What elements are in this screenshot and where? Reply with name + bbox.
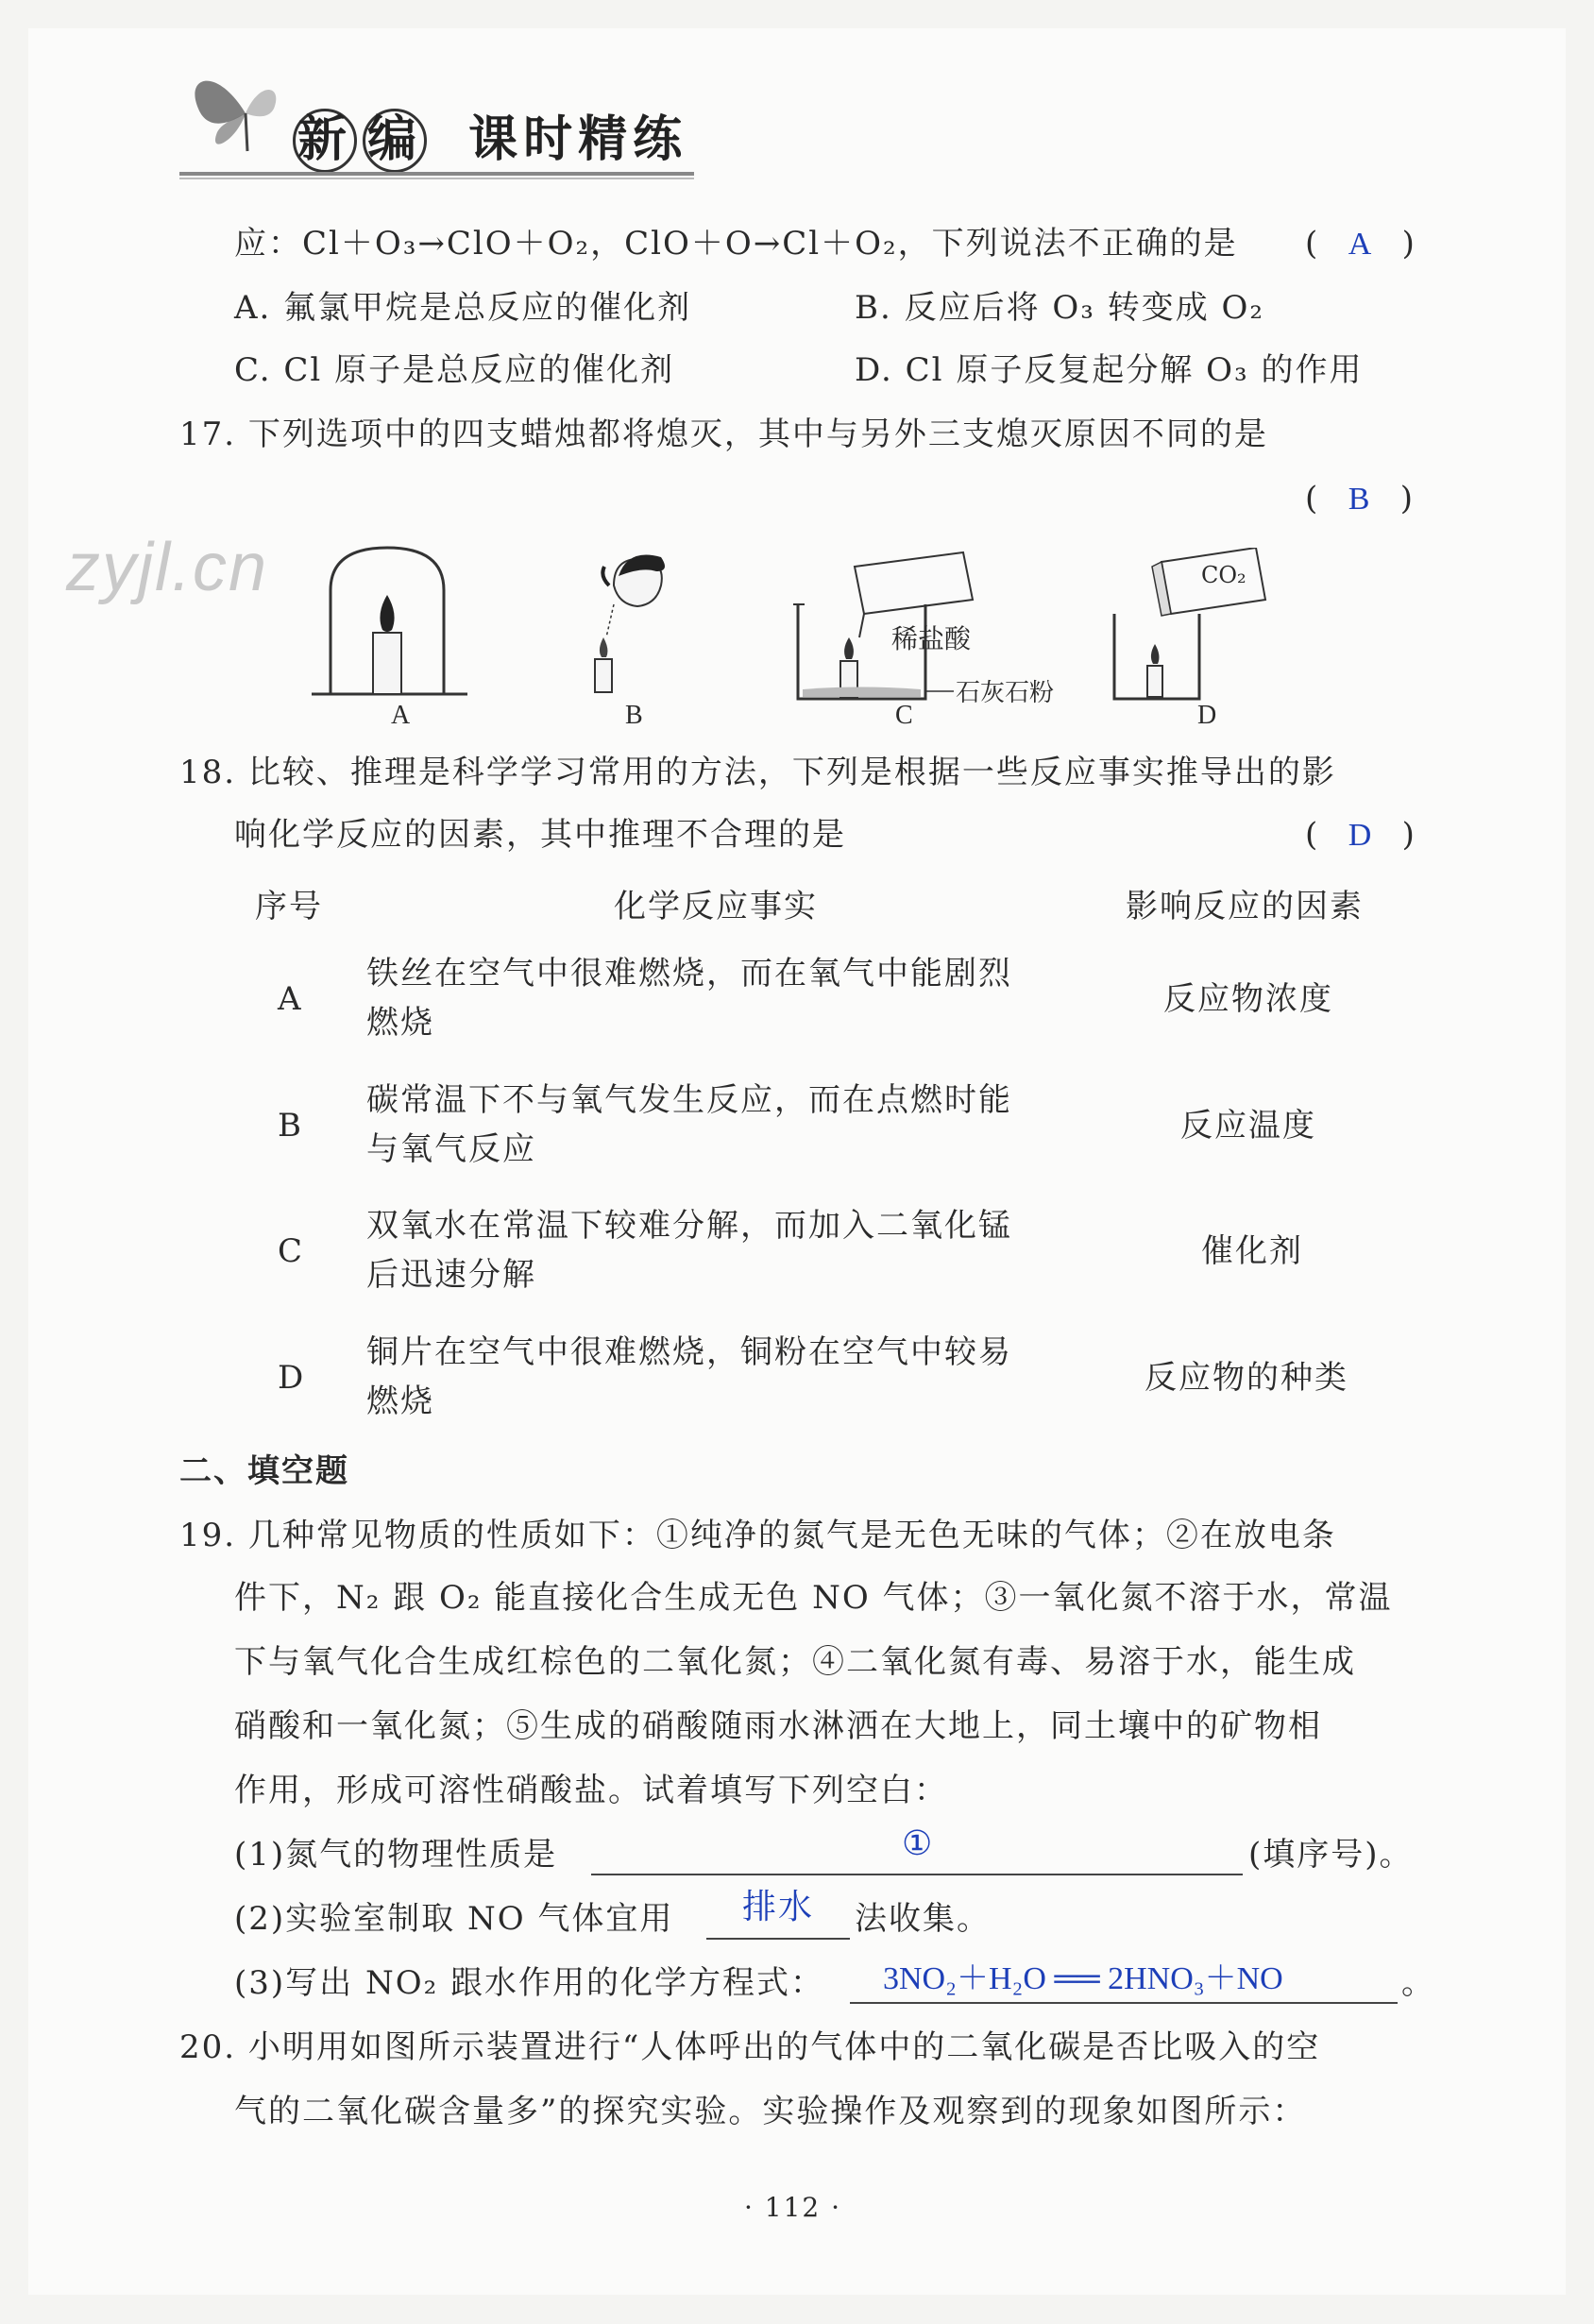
q19-part3-prompt: (3)写出 NO₂ 跟水作用的化学方程式： — [234, 1964, 825, 2002]
header-rest: 课时精练 — [468, 111, 688, 168]
table-header-id: 序号 — [255, 888, 323, 925]
header-rule-2 — [179, 178, 694, 179]
table-header-fact: 化学反应事实 — [614, 888, 818, 925]
q19-part2-prompt: (2)实验室制取 NO 气体宜用 — [234, 1900, 674, 1938]
q18-stem-line2: 响化学反应的因素，其中推理不合理的是 — [234, 816, 846, 854]
q18-answer: D — [1348, 818, 1372, 853]
row-id: C — [278, 1232, 305, 1270]
row-fact-line1: 铁丝在空气中很难燃烧，而在氧气中能剧烈 — [366, 955, 1012, 992]
q19-line2: 件下，N₂ 跟 O₂ 能直接化合生成无色 NO 气体；③一氧化氮不溶于水，常温 — [234, 1579, 1393, 1617]
figure-d-label: D — [1197, 701, 1217, 730]
row-id: D — [278, 1359, 306, 1397]
q19-part2-suffix: 法收集。 — [855, 1900, 991, 1938]
row-fact-line1: 双氧水在常温下较难分解，而加入二氧化锰 — [366, 1207, 1012, 1245]
row-factor: 反应物的种类 — [1145, 1359, 1348, 1397]
row-fact-line2: 与氧气反应 — [366, 1130, 536, 1168]
header-char2: 编 — [363, 109, 427, 173]
q17-stem: 17. 下列选项中的四支蜡烛都将熄灭，其中与另外三支熄灭原因不同的是 — [179, 416, 1268, 453]
row-id: A — [278, 980, 303, 1018]
row-fact-line2: 后迅速分解 — [366, 1256, 536, 1294]
row-fact-line2: 燃烧 — [366, 1004, 434, 1042]
watermark: zyjl.cn — [66, 530, 269, 605]
figure-c-label: C — [895, 701, 913, 730]
page-number: · 112 · — [744, 2192, 842, 2223]
figure-c-acid-label: 稀盐酸 — [891, 623, 972, 654]
q16-answer-bracket: ( A ) — [1305, 225, 1415, 263]
section-title: 二、填空题 — [179, 1452, 349, 1490]
q19-part1-suffix: (填序号)。 — [1248, 1836, 1414, 1874]
q16-option-c: C. Cl 原子是总反应的催化剂 — [234, 351, 675, 389]
q20-line2: 气的二氧化碳含量多”的探究实验。实验操作及观察到的现象如图所示： — [234, 2093, 1307, 2130]
row-factor: 催化剂 — [1201, 1232, 1303, 1270]
q19-line4: 硝酸和一氧化氮；⑤生成的硝酸随雨水淋洒在大地上，同土壤中的矿物相 — [234, 1707, 1322, 1745]
row-fact-line1: 碳常温下不与氧气发生反应，而在点燃时能 — [366, 1081, 1012, 1119]
q16-option-b: B. 反应后将 O₃ 转变成 O₂ — [855, 289, 1265, 327]
figure-c-powder-label: 石灰石粉 — [956, 679, 1055, 707]
row-factor: 反应物浓度 — [1163, 980, 1333, 1018]
q19-part1-prompt: (1)氮气的物理性质是 — [234, 1836, 558, 1874]
q16-option-a: A. 氟氯甲烷是总反应的催化剂 — [234, 289, 692, 327]
q16-stem: 应：Cl＋O₃→ClO＋O₂，ClO＋O→Cl＋O₂，下列说法不正确的是 — [234, 225, 1238, 263]
figure-a-bell-jar — [302, 543, 472, 708]
q19-line5: 作用，形成可溶性硝酸盐。试着填写下列空白： — [234, 1772, 948, 1809]
header-char1: 新 — [293, 109, 357, 173]
row-fact-line2: 燃烧 — [366, 1383, 434, 1420]
q17-answer: B — [1348, 482, 1370, 517]
figure-d-co2-beaker — [1105, 548, 1294, 708]
q19-part1-answer: ① — [902, 1824, 935, 1862]
figure-a-label: A — [391, 701, 411, 730]
q20-line1: 20. 小明用如图所示装置进行“人体呼出的气体中的二氧化碳是否比吸入的空 — [179, 2028, 1321, 2066]
table-header-factor: 影响反应的因素 — [1126, 888, 1364, 925]
q19-line3: 下与氧气化合生成红棕色的二氧化氮；④二氧化氮有毒、易溶于水，能生成 — [234, 1643, 1356, 1681]
row-fact-line1: 铜片在空气中很难燃烧，铜粉在空气中较易 — [366, 1333, 1012, 1371]
q16-option-d: D. Cl 原子反复起分解 O₃ 的作用 — [855, 351, 1364, 389]
q19-part2-answer: 排水 — [742, 1888, 815, 1926]
q17-answer-bracket: ( B ) — [1305, 480, 1414, 517]
row-id: B — [278, 1107, 303, 1145]
row-factor: 反应温度 — [1180, 1107, 1316, 1145]
figure-b-label: B — [625, 701, 643, 730]
figure-d-co2-label: CO₂ — [1201, 562, 1246, 588]
q19-line1: 19. 几种常见物质的性质如下：①纯净的氮气是无色无味的气体；②在放电条 — [179, 1517, 1336, 1554]
q18-answer-bracket: ( D ) — [1305, 816, 1415, 854]
q18-stem-line1: 18. 比较、推理是科学学习常用的方法，下列是根据一些反应事实推导出的影 — [179, 754, 1336, 791]
butterfly-icon — [179, 57, 312, 170]
figure-b-blowing-person — [576, 548, 680, 699]
q19-part3-suffix: 。 — [1401, 1964, 1435, 2002]
q16-answer: A — [1348, 227, 1372, 262]
header-rule — [179, 172, 694, 176]
q19-part3-answer: 3NO₂＋H₂O ══ 2HNO₃＋NO — [883, 1961, 1283, 1996]
